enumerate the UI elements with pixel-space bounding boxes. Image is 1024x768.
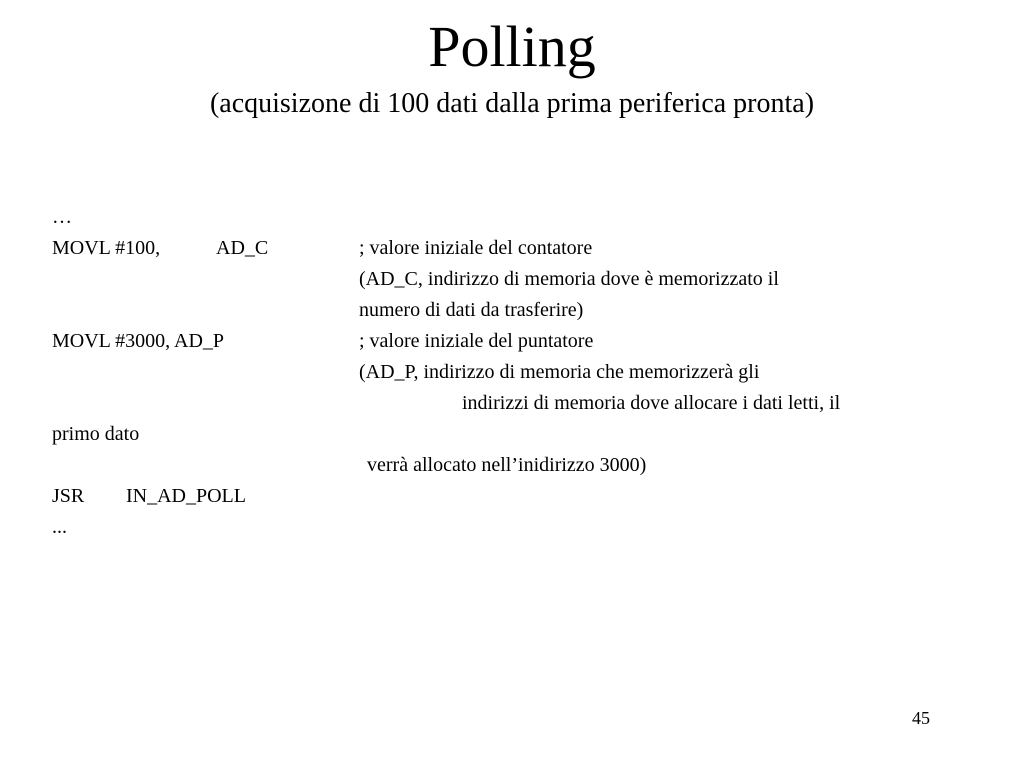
ad-c-comment-cont: numero di dati da trasferire) [359, 299, 584, 321]
code-line-7 [52, 388, 972, 419]
pointer-comment: ; valore iniziale del puntatore [359, 330, 594, 352]
code-line-10 [52, 481, 972, 512]
movl-100-instruction: MOVL #100, [52, 237, 161, 259]
page-number: 45 [912, 708, 930, 728]
in-ad-poll-operand: IN_AD_POLL [126, 485, 246, 507]
counter-comment: ; valore iniziale del contatore [359, 237, 593, 259]
jsr-instruction: JSR [52, 485, 85, 507]
code-line-4 [52, 295, 972, 326]
code-line-6 [52, 357, 972, 388]
ad-c-operand: AD_C [216, 237, 269, 259]
code-line-3 [52, 264, 972, 295]
ad-p-comment-cont: indirizzi di memoria dove allocare i dati letti, il [462, 392, 841, 414]
ad-p-comment-end: verrà allocato nell’inidirizzo 3000) [367, 454, 647, 476]
ellipsis-start: … [52, 206, 72, 228]
slide-title: Polling [428, 14, 596, 79]
ad-p-comment: (AD_P, indirizzo di memoria che memorizzerà gli [359, 361, 760, 383]
code-line-5 [52, 326, 972, 357]
movl-3000-instruction: MOVL #3000, AD_P [52, 330, 225, 352]
code-line-8 [52, 419, 972, 450]
code-line-1 [52, 202, 972, 233]
slide-subtitle: (acquisizone di 100 dati dalla prima periferica pronta) [209, 88, 815, 119]
code-line-2 [52, 233, 972, 264]
primo-dato-text: primo dato [52, 423, 140, 445]
code-line-9 [52, 450, 972, 481]
ellipsis-end: ... [52, 516, 67, 538]
code-listing [52, 202, 972, 543]
ad-c-comment: (AD_C, indirizzo di memoria dove è memorizzato il [359, 268, 779, 290]
code-line-11 [52, 512, 972, 543]
